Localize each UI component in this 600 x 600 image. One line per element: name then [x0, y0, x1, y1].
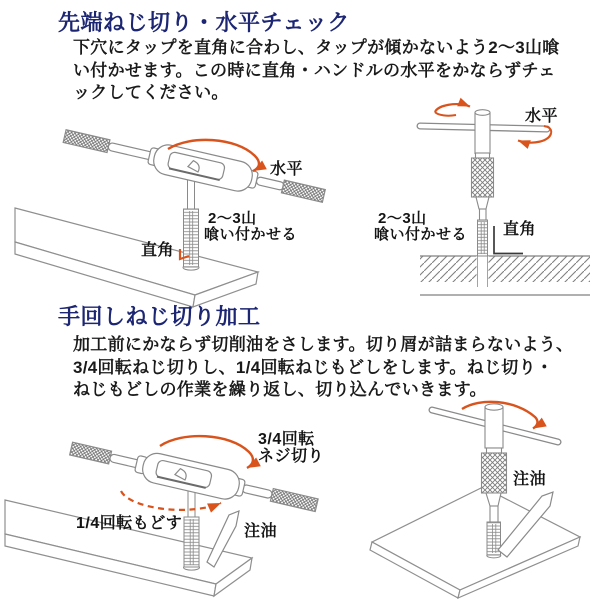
diagram-bar-tap-wrench-cutting: [30, 400, 362, 600]
tap: [478, 220, 488, 256]
body-line: 加工前にかならず切削油をさします。切り屑が詰まらないよう、: [73, 335, 574, 354]
rotation-arrow-icon: [435, 98, 472, 116]
body-line: 3/4回転ねじ切りし、1/4回転ねじもどしをします。ねじ切り・: [73, 357, 554, 377]
t-handle-illustration: [350, 390, 600, 600]
section2-heading: 手回しねじ切り加工: [58, 304, 261, 329]
right-angle-label: 直角: [503, 221, 537, 238]
section1-heading: 先端ねじ切り・水平チェック: [58, 10, 350, 35]
bite-label-line1: 2〜3山: [378, 210, 427, 227]
right-angle-label: 直角: [141, 242, 175, 259]
bite-label-line2: 喰い付かせる: [374, 226, 468, 243]
cut-label-line1: 3/4回転: [258, 431, 315, 448]
tap-wrench-illustration: [40, 118, 340, 313]
tap-wrench-body: [472, 110, 494, 220]
diagram-t-handle-level-check: [360, 95, 592, 300]
level-label: 水平: [525, 108, 559, 125]
tap: [487, 522, 501, 558]
body-line: い付かせます。この時に直角・ハンドルの水平をかならずチェ: [73, 60, 556, 80]
diagram-t-handle-oiling: [350, 390, 600, 600]
oil-label: 注油: [244, 523, 278, 540]
body-line: ックしてください。: [73, 83, 229, 102]
body-line: 下穴にタップを直角に合わし、タップが傾かないよう2〜3山喰: [73, 38, 560, 57]
bite-label-line1: 2〜3山: [208, 210, 257, 227]
bite-label-line2: 喰い付かせる: [204, 226, 298, 243]
cut-label-line2: ネジ切り: [258, 448, 325, 465]
back-label: 1/4回転もどす: [76, 515, 183, 532]
body-line: ねじもどしの作業を繰り返し、切り込んでいきます。: [73, 380, 487, 399]
ground-hatch: [420, 256, 590, 295]
oil-label: 注油: [513, 471, 547, 488]
diagram-bar-tap-wrench-level-check: [40, 118, 340, 313]
tap: [184, 490, 200, 570]
level-label: 水平: [270, 161, 304, 178]
